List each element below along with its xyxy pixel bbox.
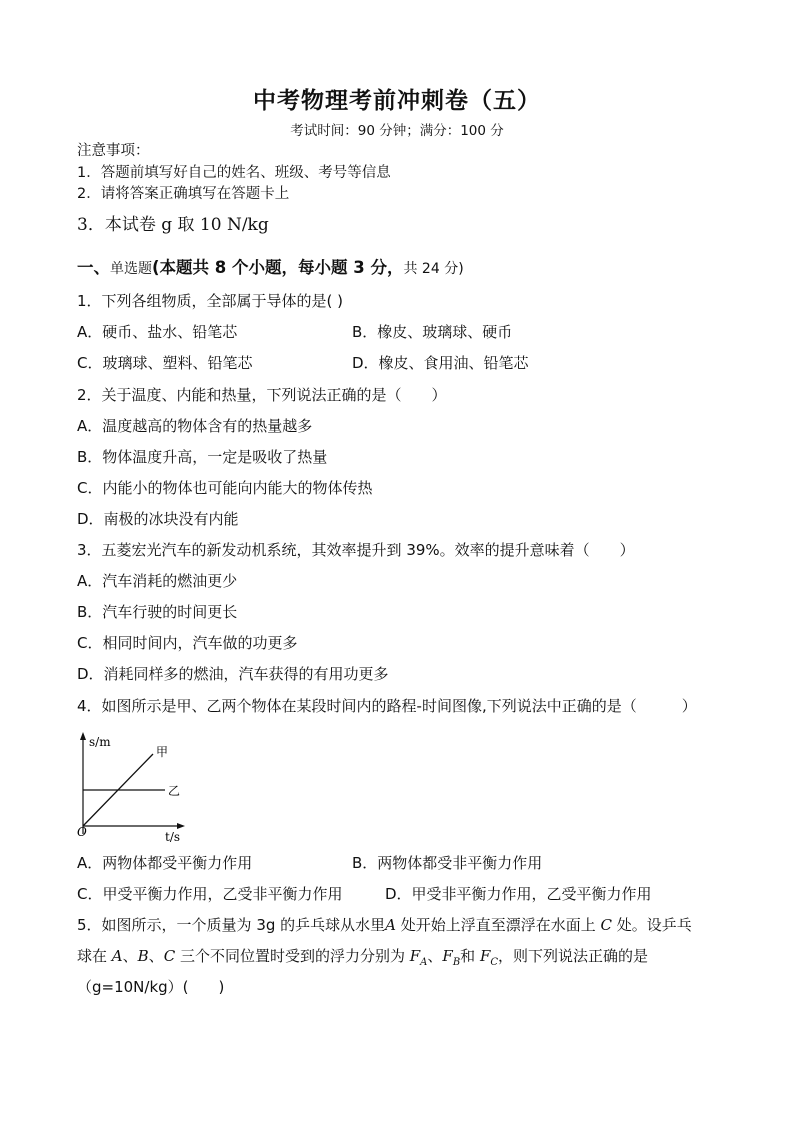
section-points: 共 24 分): [403, 261, 464, 277]
force-b-symbol: F: [442, 947, 453, 965]
q2-option-a: A．温度越高的物体含有的热量越多: [77, 417, 313, 435]
q4-option-a: A．两物体都受平衡力作用: [77, 854, 253, 872]
section-desc: (本题共 8 个小题，每小题 3 分，: [152, 258, 404, 277]
position-a: A: [111, 947, 123, 965]
series-yi-label: 乙: [168, 784, 181, 798]
question-5-stem-line-2: [77, 945, 648, 968]
section-prefix: 一、: [77, 258, 110, 277]
note-item-1: 1．答题前填写好自己的姓名、班级、考号等信息: [77, 165, 391, 181]
q5-text: 处。设乒乓: [612, 916, 692, 934]
force-b-subscript: B: [452, 957, 461, 968]
q2-option-c: C．内能小的物体也可能向内能大的物体传热: [77, 479, 373, 497]
q5-text: 球在: [77, 947, 112, 965]
x-axis-arrow: [177, 823, 185, 829]
origin-label: O: [77, 825, 87, 839]
position-a: A: [385, 916, 396, 934]
q5-text: 、: [122, 947, 138, 965]
q2-option-b: B．物体温度升高，一定是吸收了热量: [77, 448, 328, 466]
q5-text: 三个不同位置时受到的浮力分别为: [175, 947, 410, 965]
note-item-3: 3．本试卷 g 取 10 N/kg: [77, 215, 269, 235]
q1-option-c: C．玻璃球、塑料、铅笔芯: [77, 354, 253, 372]
section-name: 单选题: [110, 261, 152, 277]
q1-option-b: B．橡皮、玻璃球、硬币: [352, 323, 513, 341]
q1-option-a: A．硬币、盐水、铅笔芯: [77, 323, 238, 341]
q1-option-d: D．橡皮、食用油、铅笔芯: [352, 354, 529, 372]
exam-info: 考试时间：90 分钟；满分：100 分: [290, 123, 504, 139]
question-4-stem: 4．如图所示是甲、乙两个物体在某段时间内的路程-时间图像,下列说法中正确的是（ ）: [77, 697, 697, 715]
q5-text: 处开始上浮直至漂浮在水面上: [396, 916, 601, 934]
q4-option-b: B．两物体都受非平衡力作用: [352, 854, 543, 872]
position-b: B: [137, 947, 149, 965]
q3-option-b: B．汽车行驶的时间更长: [77, 603, 238, 621]
q5-text: 和: [460, 947, 480, 965]
section-heading: [77, 254, 464, 278]
q3-option-a: A．汽车消耗的燃油更少: [77, 572, 238, 590]
y-axis-label: s/m: [89, 735, 111, 749]
question-5-stem-line-3: （g=10N/kg）( ): [77, 978, 225, 996]
y-axis-arrow: [80, 732, 86, 740]
question-1-stem: 1．下列各组物质，全部属于导体的是( ): [77, 292, 344, 310]
q4-option-c: C．甲受平衡力作用，乙受非平衡力作用: [77, 885, 343, 903]
q5-text: 5．如图所示，一个质量为 3g 的乒乓球从水里: [77, 916, 386, 934]
force-c-subscript: C: [490, 957, 499, 968]
page-title: 中考物理考前冲刺卷（五）: [253, 88, 541, 114]
force-a-subscript: A: [420, 957, 428, 968]
note-item-2: 2．请将答案正确填写在答题卡上: [77, 186, 290, 202]
q4-option-d: D．甲受非平衡力作用，乙受平衡力作用: [385, 885, 652, 903]
question-2-stem: 2．关于温度、内能和热量，下列说法正确的是（ ）: [77, 386, 447, 404]
q2-option-d: D．南极的冰块没有内能: [77, 510, 239, 528]
force-a-symbol: F: [409, 947, 421, 965]
x-axis-label: t/s: [165, 830, 181, 844]
series-jia-label: 甲: [156, 745, 169, 759]
notes-heading: 注意事项：: [77, 143, 150, 159]
position-c: C: [163, 947, 176, 965]
force-c-symbol: F: [479, 947, 491, 965]
position-c: C: [600, 916, 613, 934]
q5-separator: 、: [427, 947, 443, 965]
distance-time-graph: [77, 732, 187, 844]
q3-option-c: C．相同时间内，汽车做的功更多: [77, 634, 298, 652]
question-5-stem-line-1: [77, 914, 692, 935]
q5-text: ，则下列说法正确的是: [498, 947, 649, 965]
q3-option-d: D．消耗同样多的燃油，汽车获得的有用功更多: [77, 665, 389, 683]
question-3-stem: 3．五菱宏光汽车的新发动机系统，其效率提升到 39%。效率的提升意味着（ ）: [77, 541, 635, 559]
q5-text: 、: [148, 947, 164, 965]
